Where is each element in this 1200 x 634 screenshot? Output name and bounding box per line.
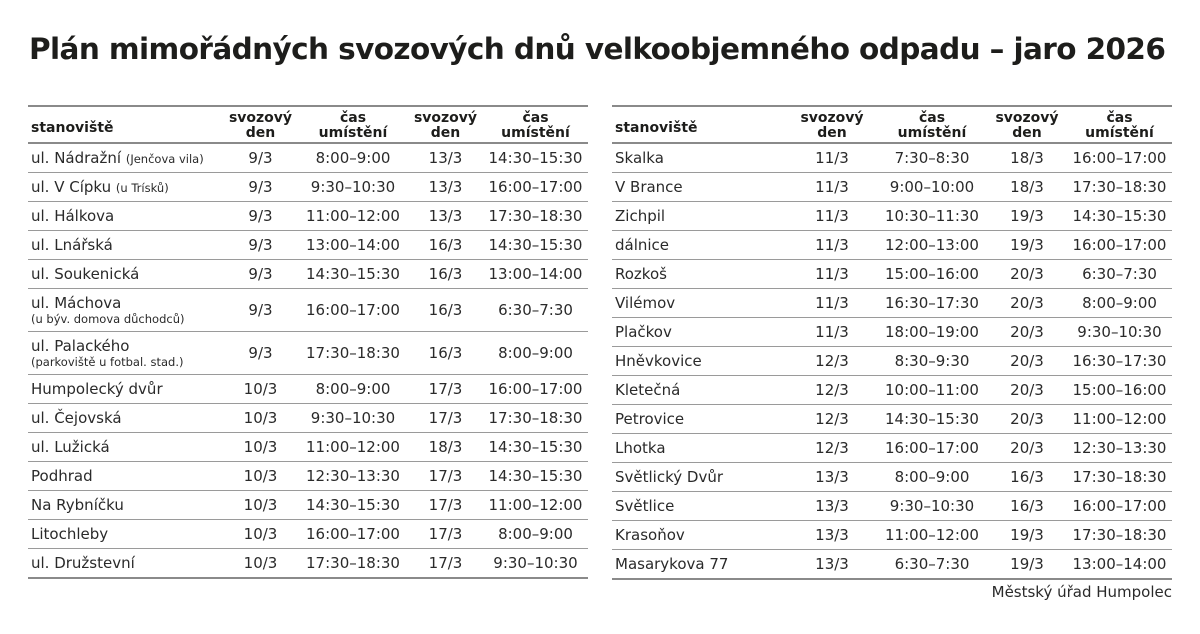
location-name: ul. Soukenická	[31, 265, 140, 283]
header-day1: svozový den	[800, 110, 864, 141]
location-name: Světlický Dvůr	[615, 468, 723, 486]
cell-time1: 12:30–13:30	[298, 462, 408, 491]
table-row	[612, 202, 1172, 231]
cell-time1: 14:30–15:30	[298, 260, 408, 289]
table-row	[28, 289, 588, 332]
cell-day1: 10/3	[223, 549, 298, 579]
location-name: ul. Palackého	[31, 336, 130, 355]
location-name: ul. Družstevní	[31, 554, 135, 572]
cell-time2: 16:00–17:00	[1067, 143, 1172, 173]
cell-day1: 11/3	[787, 143, 877, 173]
table-row	[28, 202, 588, 231]
footer-credit: Městský úřad Humpolec	[991, 583, 1172, 601]
cell-location	[612, 260, 787, 289]
cell-time1: 6:30–7:30	[877, 550, 987, 580]
cell-day1: 11/3	[787, 289, 877, 318]
location-name: V Brance	[615, 178, 683, 196]
cell-day1: 13/3	[787, 550, 877, 580]
cell-time2: 16:30–17:30	[1067, 347, 1172, 376]
table-row	[612, 318, 1172, 347]
table-row	[28, 462, 588, 491]
location-name: Vilémov	[615, 294, 676, 312]
cell-day1: 12/3	[787, 434, 877, 463]
cell-day1: 9/3	[223, 202, 298, 231]
cell-day1: 12/3	[787, 405, 877, 434]
cell-day1: 9/3	[223, 143, 298, 173]
cell-day1: 13/3	[787, 463, 877, 492]
cell-time1: 12:00–13:00	[877, 231, 987, 260]
cell-location	[28, 462, 223, 491]
cell-location	[28, 549, 223, 579]
cell-time1: 16:00–17:00	[877, 434, 987, 463]
cell-day1: 9/3	[223, 289, 298, 332]
cell-day1: 11/3	[787, 318, 877, 347]
location-name: Rozkoš	[615, 265, 667, 283]
cell-day2: 19/3	[987, 202, 1067, 231]
cell-time1: 11:00–12:00	[298, 433, 408, 462]
cell-day1: 10/3	[223, 375, 298, 404]
cell-location	[612, 521, 787, 550]
header-location: stanoviště	[615, 119, 698, 136]
cell-time1: 16:00–17:00	[298, 289, 408, 332]
location-name: Světlice	[615, 497, 675, 515]
header-day2: svozový den	[995, 110, 1059, 141]
cell-time2: 16:00–17:00	[483, 375, 588, 404]
table-row	[28, 173, 588, 202]
header-day2: svozový den	[413, 110, 478, 141]
cell-day2: 20/3	[987, 318, 1067, 347]
cell-day2: 16/3	[987, 492, 1067, 521]
cell-day2: 16/3	[408, 260, 483, 289]
cell-time2: 11:00–12:00	[1067, 405, 1172, 434]
cell-location	[612, 434, 787, 463]
cell-day2: 19/3	[987, 521, 1067, 550]
table-row	[28, 404, 588, 433]
cell-location	[612, 463, 787, 492]
cell-time2: 9:30–10:30	[1067, 318, 1172, 347]
table-row	[28, 231, 588, 260]
cell-time1: 14:30–15:30	[877, 405, 987, 434]
cell-location	[28, 520, 223, 549]
cell-location	[612, 405, 787, 434]
location-name: Zichpil	[615, 207, 666, 225]
table-row	[612, 521, 1172, 550]
cell-day1: 9/3	[223, 332, 298, 375]
cell-time2: 6:30–7:30	[1067, 260, 1172, 289]
location-name: ul. Máchova	[31, 293, 122, 312]
location-name: Skalka	[615, 149, 664, 167]
table-row	[612, 143, 1172, 173]
cell-time2: 8:00–9:00	[483, 332, 588, 375]
location-note: (Jenčova vila)	[125, 152, 204, 166]
cell-location	[612, 550, 787, 580]
cell-day1: 9/3	[223, 260, 298, 289]
cell-location	[28, 375, 223, 404]
cell-location	[612, 318, 787, 347]
cell-time1: 11:00–12:00	[298, 202, 408, 231]
header-time2: čas umístění	[501, 110, 570, 141]
cell-time2: 17:30–18:30	[483, 202, 588, 231]
cell-day2: 17/3	[408, 462, 483, 491]
cell-location	[612, 143, 787, 173]
schedule-table-left	[28, 105, 588, 579]
cell-day2: 13/3	[408, 143, 483, 173]
cell-location	[28, 173, 223, 202]
cell-location	[28, 433, 223, 462]
cell-location	[612, 202, 787, 231]
table-row	[612, 376, 1172, 405]
cell-day2: 20/3	[987, 347, 1067, 376]
header-time1: čas umístění	[318, 110, 388, 141]
cell-time2: 8:00–9:00	[483, 520, 588, 549]
cell-day2: 17/3	[408, 520, 483, 549]
cell-day2: 16/3	[408, 289, 483, 332]
cell-day2: 19/3	[987, 550, 1067, 580]
cell-time2: 17:30–18:30	[483, 404, 588, 433]
table-row	[612, 260, 1172, 289]
cell-time1: 11:00–12:00	[877, 521, 987, 550]
table-row	[28, 332, 588, 375]
table-row	[612, 492, 1172, 521]
table-row	[28, 260, 588, 289]
cell-location	[612, 376, 787, 405]
location-name: ul. Čejovská	[31, 409, 122, 427]
cell-day2: 16/3	[987, 463, 1067, 492]
table-header	[612, 106, 1172, 143]
cell-day1: 10/3	[223, 491, 298, 520]
cell-day2: 18/3	[987, 173, 1067, 202]
cell-day1: 11/3	[787, 260, 877, 289]
cell-day2: 20/3	[987, 405, 1067, 434]
cell-day1: 10/3	[223, 462, 298, 491]
table-row	[612, 434, 1172, 463]
cell-day2: 17/3	[408, 491, 483, 520]
cell-day2: 16/3	[408, 332, 483, 375]
table-row	[28, 549, 588, 579]
cell-time1: 16:30–17:30	[877, 289, 987, 318]
cell-day1: 13/3	[787, 492, 877, 521]
table-row	[28, 520, 588, 549]
location-name: Plačkov	[615, 323, 672, 341]
cell-time2: 11:00–12:00	[483, 491, 588, 520]
header-time2: čas umístění	[1085, 110, 1154, 141]
header-location: stanoviště	[31, 119, 114, 136]
cell-day1: 11/3	[787, 231, 877, 260]
cell-time2: 17:30–18:30	[1067, 521, 1172, 550]
location-name: Masarykova 77	[615, 555, 729, 573]
header-time1: čas umístění	[897, 110, 967, 141]
cell-location	[612, 492, 787, 521]
location-name: Na Rybníčku	[31, 496, 124, 514]
cell-location	[28, 202, 223, 231]
table-row	[28, 491, 588, 520]
cell-time2: 17:30–18:30	[1067, 173, 1172, 202]
table-row	[612, 347, 1172, 376]
cell-day1: 13/3	[787, 521, 877, 550]
cell-time1: 13:00–14:00	[298, 231, 408, 260]
cell-day2: 13/3	[408, 202, 483, 231]
cell-time1: 16:00–17:00	[298, 520, 408, 549]
cell-time1: 17:30–18:30	[298, 549, 408, 579]
table-header	[28, 106, 588, 143]
cell-time2: 13:00–14:00	[483, 260, 588, 289]
cell-day2: 17/3	[408, 404, 483, 433]
cell-time1: 17:30–18:30	[298, 332, 408, 375]
cell-time2: 16:00–17:00	[483, 173, 588, 202]
table-row	[612, 173, 1172, 202]
location-note: (u Trísků)	[115, 181, 169, 195]
cell-time2: 14:30–15:30	[483, 231, 588, 260]
table-row	[28, 433, 588, 462]
cell-time2: 17:30–18:30	[1067, 463, 1172, 492]
cell-location	[28, 404, 223, 433]
cell-time1: 9:00–10:00	[877, 173, 987, 202]
cell-time2: 15:00–16:00	[1067, 376, 1172, 405]
cell-time2: 14:30–15:30	[483, 462, 588, 491]
cell-time2: 8:00–9:00	[1067, 289, 1172, 318]
cell-time1: 9:30–10:30	[877, 492, 987, 521]
table-row	[612, 289, 1172, 318]
cell-location	[28, 231, 223, 260]
location-name: Kletečná	[615, 381, 681, 399]
cell-day2: 17/3	[408, 375, 483, 404]
table-row	[612, 463, 1172, 492]
location-name: ul. Hálkova	[31, 207, 115, 225]
cell-day1: 12/3	[787, 376, 877, 405]
cell-time1: 14:30–15:30	[298, 491, 408, 520]
location-name: Hněvkovice	[615, 352, 702, 370]
page-title: Plán mimořádných svozových dnů velkoobjemného odpadu – jaro 2026	[29, 32, 1166, 66]
cell-time1: 10:00–11:00	[877, 376, 987, 405]
cell-time2: 12:30–13:30	[1067, 434, 1172, 463]
cell-time2: 13:00–14:00	[1067, 550, 1172, 580]
location-name: ul. V Cípku	[31, 178, 112, 196]
location-name: ul. Lnářská	[31, 236, 113, 254]
cell-day2: 19/3	[987, 231, 1067, 260]
cell-location	[28, 289, 223, 332]
cell-day1: 10/3	[223, 404, 298, 433]
cell-day2: 13/3	[408, 173, 483, 202]
cell-time2: 14:30–15:30	[483, 433, 588, 462]
cell-time1: 8:30–9:30	[877, 347, 987, 376]
cell-time2: 16:00–17:00	[1067, 492, 1172, 521]
location-name: ul. Lužická	[31, 438, 110, 456]
table-row	[28, 143, 588, 173]
location-note: (parkoviště u fotbal. stad.)	[31, 354, 184, 369]
location-note: (u býv. domova důchodců)	[31, 311, 185, 326]
cell-location	[28, 332, 223, 375]
cell-time2: 6:30–7:30	[483, 289, 588, 332]
cell-time2: 14:30–15:30	[1067, 202, 1172, 231]
cell-day2: 20/3	[987, 260, 1067, 289]
cell-day1: 11/3	[787, 173, 877, 202]
location-name: ul. Nádražní	[31, 149, 122, 167]
cell-time2: 9:30–10:30	[483, 549, 588, 579]
cell-day2: 20/3	[987, 376, 1067, 405]
cell-day1: 12/3	[787, 347, 877, 376]
cell-time1: 9:30–10:30	[298, 173, 408, 202]
cell-day1: 9/3	[223, 173, 298, 202]
location-name: Litochleby	[31, 525, 109, 543]
cell-day2: 20/3	[987, 434, 1067, 463]
table-row	[612, 550, 1172, 580]
cell-time1: 7:30–8:30	[877, 143, 987, 173]
cell-location	[612, 289, 787, 318]
cell-time1: 8:00–9:00	[298, 143, 408, 173]
cell-day1: 10/3	[223, 520, 298, 549]
cell-location	[612, 347, 787, 376]
location-name: dálnice	[615, 236, 670, 254]
cell-day2: 20/3	[987, 289, 1067, 318]
cell-location	[28, 491, 223, 520]
schedule-table-right	[612, 105, 1172, 580]
table-row	[612, 231, 1172, 260]
cell-day1: 10/3	[223, 433, 298, 462]
cell-day2: 16/3	[408, 231, 483, 260]
cell-location	[612, 231, 787, 260]
table-row	[612, 405, 1172, 434]
cell-day2: 17/3	[408, 549, 483, 579]
cell-day1: 9/3	[223, 231, 298, 260]
location-name: Podhrad	[31, 467, 93, 485]
cell-time1: 10:30–11:30	[877, 202, 987, 231]
cell-time1: 18:00–19:00	[877, 318, 987, 347]
cell-time1: 8:00–9:00	[877, 463, 987, 492]
location-name: Krasoňov	[615, 526, 685, 544]
cell-time1: 8:00–9:00	[298, 375, 408, 404]
cell-location	[28, 143, 223, 173]
cell-day1: 11/3	[787, 202, 877, 231]
cell-location	[612, 173, 787, 202]
cell-time1: 15:00–16:00	[877, 260, 987, 289]
cell-day2: 18/3	[987, 143, 1067, 173]
cell-time2: 14:30–15:30	[483, 143, 588, 173]
table-row	[28, 375, 588, 404]
location-name: Humpolecký dvůr	[31, 380, 163, 398]
cell-time1: 9:30–10:30	[298, 404, 408, 433]
location-name: Petrovice	[615, 410, 685, 428]
location-name: Lhotka	[615, 439, 666, 457]
header-day1: svozový den	[228, 110, 293, 141]
cell-time2: 16:00–17:00	[1067, 231, 1172, 260]
cell-location	[28, 260, 223, 289]
cell-day2: 18/3	[408, 433, 483, 462]
